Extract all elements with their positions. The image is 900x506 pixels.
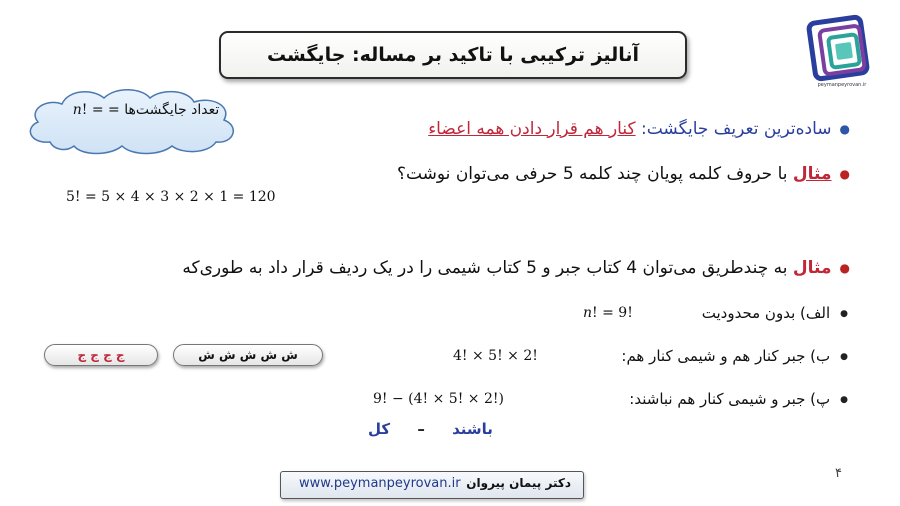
slide-title-text: آنالیز ترکیبی با تاکید بر مساله: جایگشت [266, 44, 640, 66]
definition-prefix: ساده‌ترین تعریف جایگشت: [640, 119, 832, 139]
sub-item-c-formula: 9! − (4! × 5! × 2!) [373, 391, 504, 407]
footer-banner [280, 471, 584, 499]
bullet-definition [428, 119, 850, 139]
sub-item-c-label: پ) جبر و شیمی کنار هم نباشند: [629, 390, 831, 408]
sub-item-a [702, 304, 848, 322]
sub-item-b-formula: 4! × 5! × 2! [453, 348, 538, 364]
note-total-label: کل [368, 420, 391, 438]
example-2-text: به چندطریق می‌توان 4 کتاب جبر و 5 کتاب شیمی را در یک ردیف قرار داد به طوری‌که [182, 258, 788, 278]
factorial-example: 5! = 5 × 4 × 3 × 2 × 1 = 120 [66, 189, 276, 205]
definition-highlight: کنار هم قرار دادن همه اعضاء [428, 119, 636, 139]
sub-dot-icon: ● [840, 308, 848, 319]
algebra-books-pill [44, 344, 158, 366]
note-not-together: باشند [452, 420, 493, 438]
sub-dot-icon: ● [840, 351, 848, 362]
footer-name: دکتر پیمان پیروان [466, 476, 571, 490]
sub-item-a-label: الف) بدون محدودیت [701, 304, 831, 322]
bullet-example-1 [397, 164, 850, 184]
chemistry-books-text: ش ش ش ش ش [198, 348, 298, 362]
sub-item-b [621, 347, 848, 365]
bullet-example-2 [182, 258, 850, 278]
bullet-dot-icon: ● [839, 122, 850, 136]
page-number: ۴ [835, 466, 842, 481]
slide-title [219, 31, 687, 79]
example-1-text: با حروف کلمه پویان چند کلمه 5 حرفی می‌توان نوشت؟ [396, 164, 788, 184]
bullet-dot-icon: ● [839, 261, 850, 275]
bullet-dot-icon: ● [839, 167, 850, 181]
algebra-books-text: ج ج ج ج [77, 348, 125, 362]
note-total [368, 420, 493, 438]
cloud-text [62, 102, 230, 118]
footer-url[interactable]: www.peymanpeyrovan.ir [299, 476, 461, 491]
sub-item-b-label: ب) جبر کنار هم و شیمی کنار هم: [621, 347, 831, 365]
cloud-shape [12, 84, 252, 156]
sub-item-c [629, 390, 848, 408]
logo-caption: peymanpeyrovan.ir [817, 82, 867, 88]
logo-icon [806, 10, 878, 90]
example-2-prefix: مثال [792, 258, 832, 278]
note-dash: – [417, 420, 425, 438]
sub-item-a-formula: n! = 9! [583, 305, 633, 321]
example-1-prefix: مثال [792, 164, 832, 184]
sub-dot-icon: ● [840, 394, 848, 405]
cloud-formula: n! = [72, 102, 104, 118]
chemistry-books-pill [173, 344, 323, 366]
cloud-label: تعداد جایگشت‌ها = [108, 102, 220, 118]
